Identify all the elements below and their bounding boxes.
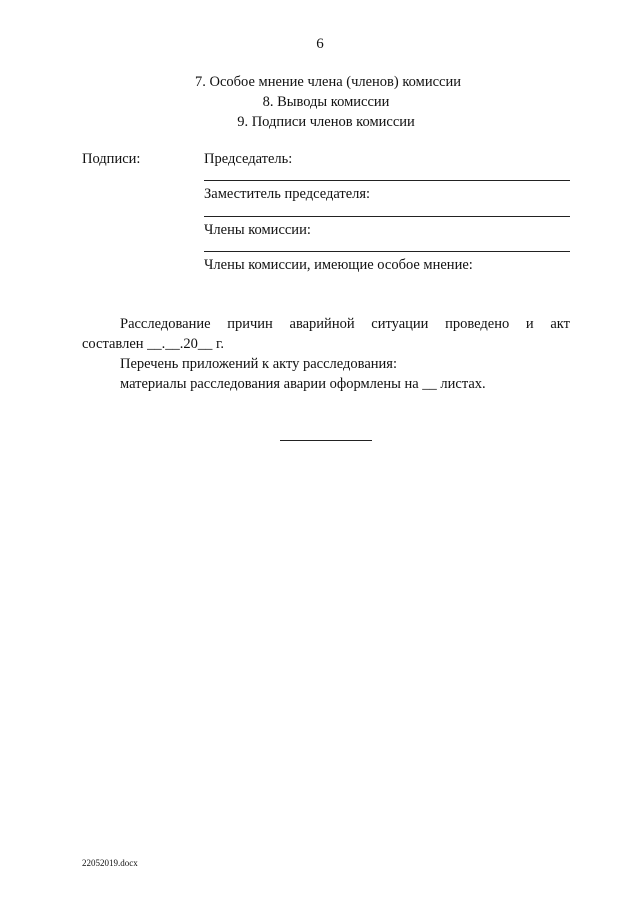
heading-conclusions: 8. Выводы комиссии bbox=[262, 94, 390, 110]
heading-special-opinion: 7. Особое мнение члена (членов) комиссии bbox=[195, 74, 461, 90]
attachments-heading: Перечень приложений к акту расследования: bbox=[120, 356, 397, 372]
signature-line-chairman bbox=[204, 180, 570, 181]
signature-line-members bbox=[204, 251, 570, 252]
end-of-document-rule bbox=[280, 440, 372, 441]
page-number: 6 bbox=[316, 36, 324, 52]
investigation-statement-line1: Расследование причин аварийной ситуации проведено и акт bbox=[120, 316, 570, 332]
signature-line-deputy-chairman bbox=[204, 216, 570, 217]
signature-role-dissenting-members: Члены комиссии, имеющие особое мнение: bbox=[204, 257, 473, 273]
investigation-statement-line2: составлен __.__.20__ г. bbox=[82, 336, 224, 352]
signature-role-members: Члены комиссии: bbox=[204, 222, 311, 238]
footer-file-name: 22052019.docx bbox=[82, 858, 138, 868]
signatures-label: Подписи: bbox=[82, 151, 141, 167]
signature-role-deputy-chairman: Заместитель председателя: bbox=[204, 186, 371, 202]
attachments-sheet-count: материалы расследования аварии оформлены на __ листах. bbox=[120, 376, 486, 392]
heading-signatures: 9. Подписи членов комиссии bbox=[237, 114, 415, 130]
signature-role-chairman: Председатель: bbox=[204, 151, 293, 167]
